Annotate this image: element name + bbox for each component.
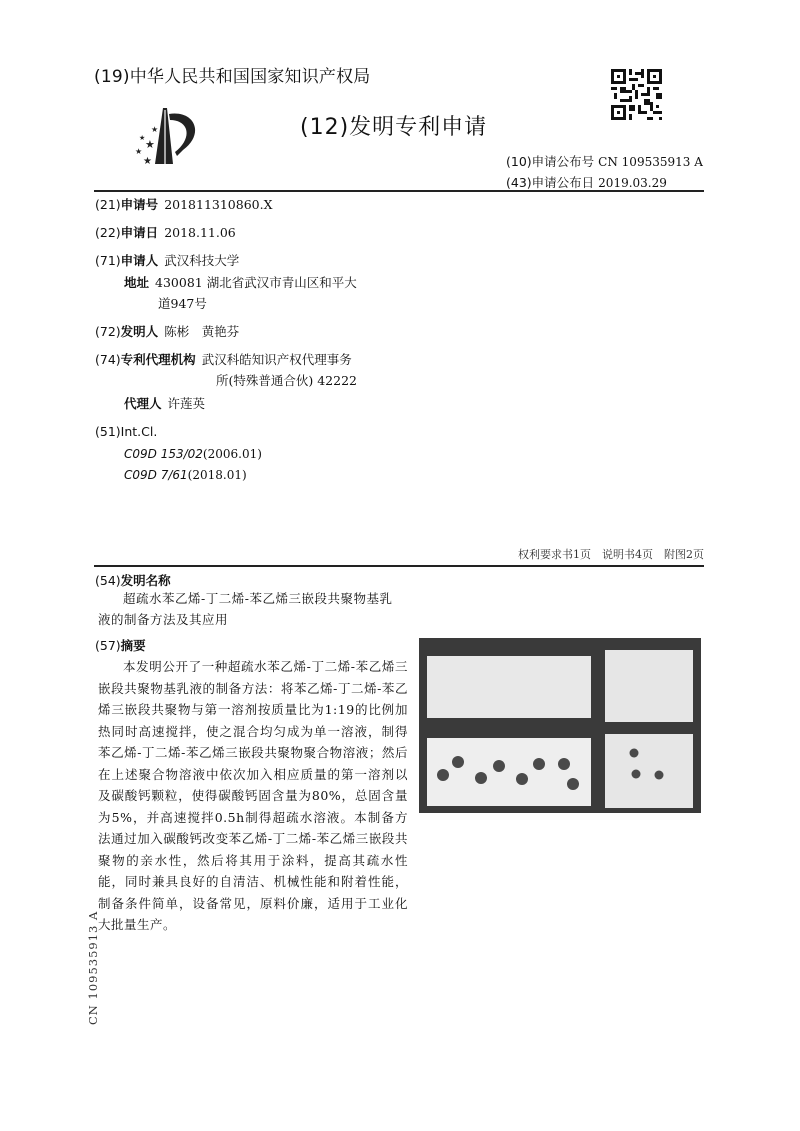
svg-text:★: ★ xyxy=(135,147,143,156)
publication-number-label: (10)申请公布号 xyxy=(506,154,595,169)
agency-line-2: 所(特殊普通合伙) 42222 xyxy=(216,373,357,388)
publication-date-row xyxy=(506,173,667,191)
field-label: 申请日 xyxy=(120,225,159,240)
document-type: (12)发明专利申请 xyxy=(300,115,488,140)
publication-number-row xyxy=(506,152,703,170)
int-cl-field xyxy=(95,424,157,440)
application-number-field xyxy=(95,197,273,213)
header-divider xyxy=(94,190,704,192)
field-code: (57) xyxy=(95,638,121,653)
svg-text:★: ★ xyxy=(151,125,159,134)
field-label: 地址 xyxy=(124,275,150,290)
agent-field xyxy=(124,396,205,412)
title-heading xyxy=(95,571,171,589)
droplet xyxy=(655,771,664,780)
abstract-heading xyxy=(95,636,146,654)
invention-title: 超疏水苯乙烯-丁二烯-苯乙烯三嵌段共聚物基乳液的制备方法及其应用 xyxy=(98,591,393,627)
inventors-field xyxy=(95,324,239,340)
applicant-field xyxy=(95,253,239,269)
publication-date-label: (43)申请公布日 xyxy=(506,175,595,190)
agency-field xyxy=(95,352,352,368)
svg-text:★: ★ xyxy=(145,138,155,151)
svg-text:★: ★ xyxy=(143,156,152,167)
field-code: (54) xyxy=(95,573,121,588)
cnipa-logo-icon xyxy=(133,106,203,168)
field-code: (72) xyxy=(95,324,121,339)
field-code: (22) xyxy=(95,225,121,240)
droplet xyxy=(533,758,545,770)
field-code: (74) xyxy=(95,352,121,367)
application-number: 201811310860.X xyxy=(164,197,273,212)
abstract-figure xyxy=(419,638,701,813)
droplet xyxy=(567,778,579,790)
office-name: (19)中华人民共和国国家知识产权局 xyxy=(94,67,371,87)
field-label: 申请号 xyxy=(120,197,159,212)
filing-date-field xyxy=(95,225,236,241)
field-label: 发明人 xyxy=(120,324,159,339)
field-label: 摘要 xyxy=(120,638,146,653)
panel-top-left xyxy=(427,656,591,718)
address-field xyxy=(124,275,357,291)
field-label: 代理人 xyxy=(124,396,162,411)
address-line-1: 430081 湖北省武汉市青山区和平大 xyxy=(155,275,357,290)
field-label: 专利代理机构 xyxy=(120,352,196,367)
page-counts: 权利要求书1页 说明书4页 附图2页 xyxy=(518,548,704,561)
side-publication-number: CN 109535913 A xyxy=(86,910,100,1025)
abstract-text: 本发明公开了一种超疏水苯乙烯-丁二烯-苯乙烯三嵌段共聚物基乳液的制备方法：将苯乙烯-丁二烯-苯乙烯三嵌段共聚物与第一溶剂按质量比为1:19的比例加热同时高速搅拌，使之混合均匀成为单一溶液，制得苯乙烯-丁二烯-苯乙烯三嵌段共聚物聚合物溶液；然后在上述聚合物溶液中依次加入相应质量的第一溶剂以及碳酸钙颗粒，使得碳酸钙固含量为80%，总固含量为5%，并高速搅拌0.5h制得超疏水溶液。本制备方法通过加入碳酸钙改变苯乙烯-丁二烯-苯乙烯三嵌段共聚物的亲水性，然后将其用于涂料，提高其疏水性能，同时兼具良好的自清洁、机械性能和附着性能，制备条件简单，设备常见，原料价廉，适用于工业化大批量生产。 xyxy=(98,659,408,932)
section-divider xyxy=(94,565,704,567)
ipc-code: C09D 7/61 xyxy=(124,468,188,482)
panel-bottom-left xyxy=(427,738,591,806)
agency-line-1: 武汉科皓知识产权代理事务 xyxy=(201,352,352,367)
droplet xyxy=(452,756,464,768)
ipc-year: (2018.01) xyxy=(187,468,247,482)
filing-date: 2018.11.06 xyxy=(164,225,236,240)
ipc-code: C09D 153/02 xyxy=(124,447,203,461)
applicant-name: 武汉科技大学 xyxy=(164,253,240,268)
ipc-year: (2006.01) xyxy=(202,447,262,461)
agent-name: 许莲英 xyxy=(167,396,206,411)
droplet xyxy=(558,758,570,770)
publication-number: CN 109535913 A xyxy=(598,155,703,169)
droplet xyxy=(630,749,639,758)
ipc-class-2 xyxy=(124,467,247,483)
field-label: 申请人 xyxy=(120,253,159,268)
field-code: (51) xyxy=(95,424,121,439)
droplet xyxy=(632,770,641,779)
ipc-class-1 xyxy=(124,446,262,462)
panel-top-right xyxy=(605,650,693,722)
panel-bottom-right xyxy=(605,734,693,808)
droplet xyxy=(475,772,487,784)
inventor-names: 陈彬 黄艳芬 xyxy=(164,324,240,339)
droplet xyxy=(516,773,528,785)
svg-text:★: ★ xyxy=(139,134,146,142)
droplet xyxy=(493,760,505,772)
publication-date: 2019.03.29 xyxy=(598,176,667,190)
field-code: (21) xyxy=(95,197,121,212)
field-code: (71) xyxy=(95,253,121,268)
field-label: 发明名称 xyxy=(120,573,171,588)
qr-code-icon[interactable] xyxy=(611,69,662,120)
field-label: Int.Cl. xyxy=(120,424,158,439)
droplet xyxy=(437,769,449,781)
address-line-2: 道947号 xyxy=(158,296,207,311)
